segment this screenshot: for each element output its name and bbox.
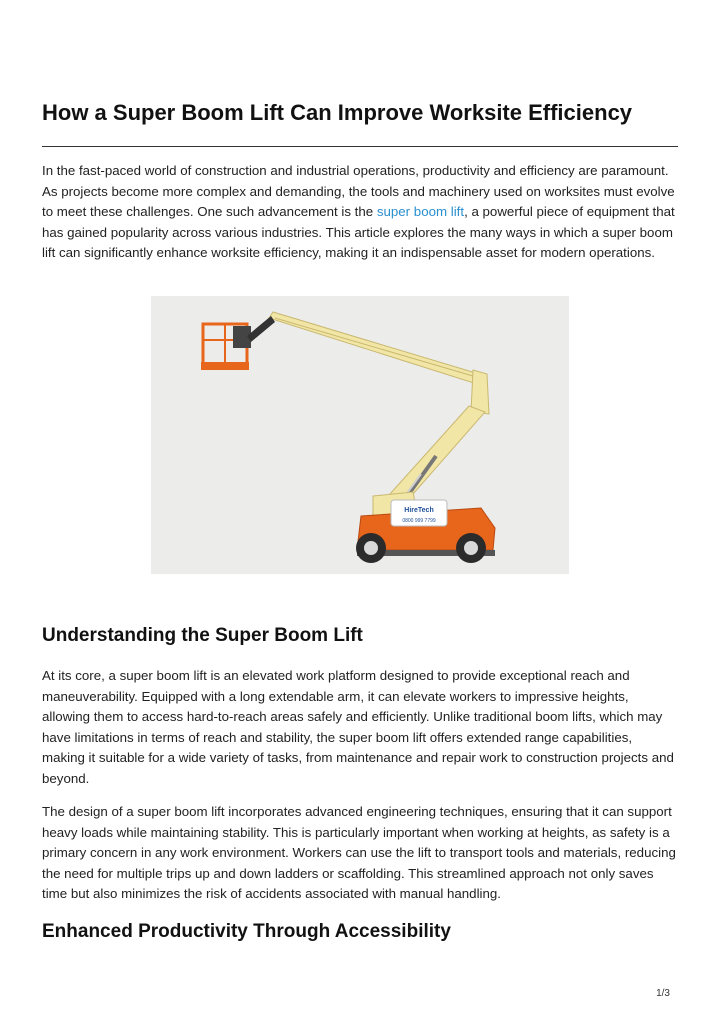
hiretech-logo: HireTech: [404, 507, 434, 514]
intro-text-before-link: In the fast-paced world of construction and industrial operations, productivity and efficiency are paramount. As projects become more complex and demanding, the tools and machinery used on worksites must evolve to meet these challenges. One such advancement is the: [42, 163, 675, 219]
page-number: 1/3: [656, 988, 670, 999]
title-divider: [42, 146, 678, 147]
section-paragraph: At its core, a super boom lift is an elevated work platform designed to provide exceptional reach and maneuverability. Equipped with a long extendable arm, it can elevate workers to impressive heights, allowing them to access hard-to-reach areas safely and efficiently. Unlike traditional boom lifts, which may have limitations in terms of reach and stability, the super boom lift offers extended range capabilities, making it suitable for a wide variety of tasks, from maintenance and repair work to construction projects and beyond.: [42, 668, 674, 786]
super-boom-lift-link[interactable]: super boom lift: [376, 204, 465, 219]
page-title: How a Super Boom Lift Can Improve Worksite Efficiency: [42, 100, 633, 125]
boom-lift-image: [151, 296, 569, 574]
section-heading-understanding: Understanding the Super Boom Lift: [42, 625, 363, 646]
section-paragraph: The design of a super boom lift incorporates advanced engineering techniques, ensuring that it can support heavy loads while maintaining stability. This is particularly important when working at heights, as safety is a primary concern in any work environment. Workers can use the lift to transport tools and materials, reducing the need for multiple trips up and down ladders or scaffolding. This streamlined approach not only saves time but also minimizes the risk of accidents associated with manual handling.: [42, 804, 676, 901]
intro-paragraph: [42, 161, 678, 264]
hiretech-phone: 0800 999 7799: [402, 518, 436, 524]
section-heading-productivity: Enhanced Productivity Through Accessibility: [42, 921, 451, 942]
intro-text-after-link: , a powerful piece of equipment that has gained popularity across various industries. This article explores the many ways in which a super boom lift can significantly enhance worksite efficiency, making it an indispensable asset for modern operations.: [42, 204, 675, 260]
